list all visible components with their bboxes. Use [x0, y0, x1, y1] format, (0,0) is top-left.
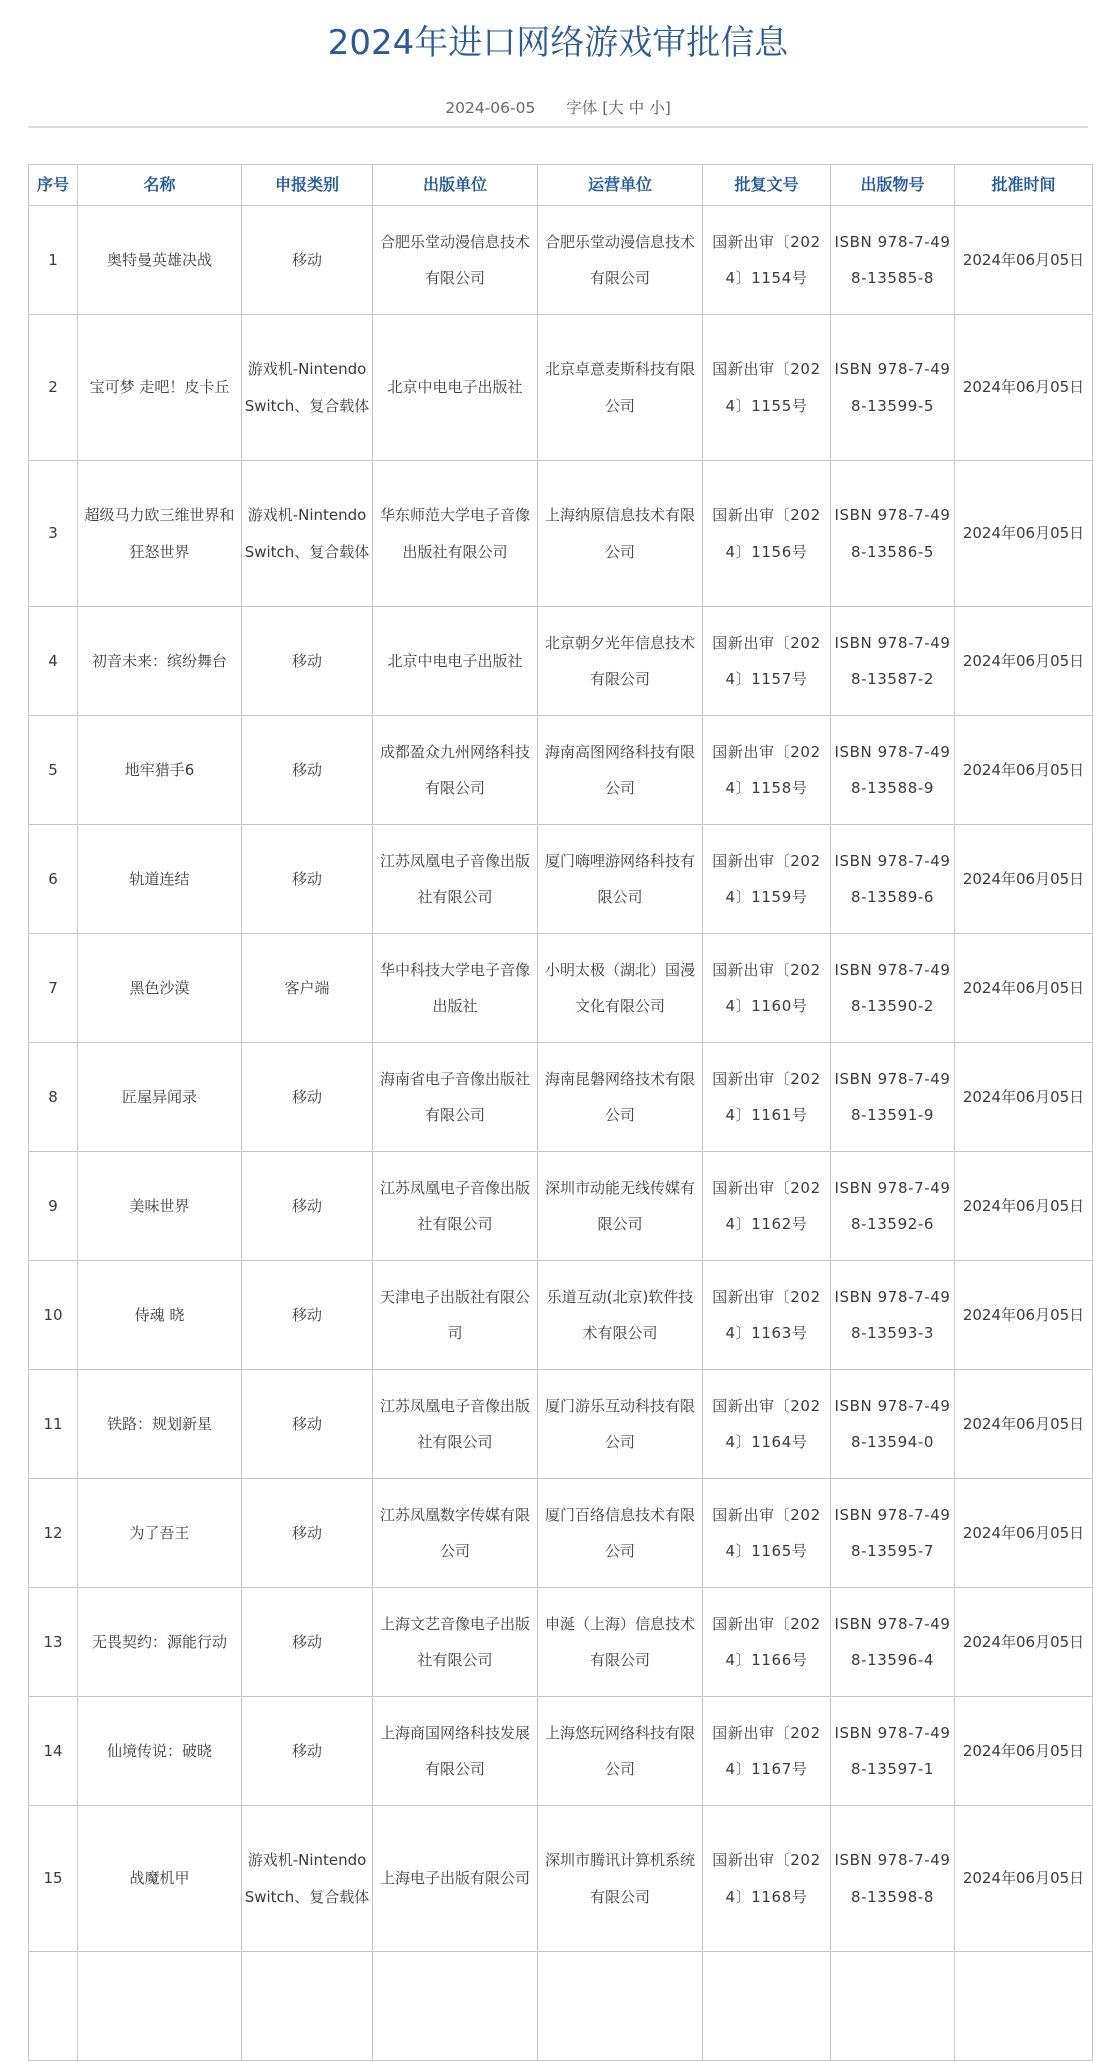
cell-category: 移动	[242, 607, 373, 716]
table-row	[29, 716, 1093, 825]
cell-operator: 厦门嗨哩游网络科技有限公司	[538, 825, 703, 934]
article-meta	[0, 96, 1116, 120]
cell-no: 5	[29, 716, 78, 825]
cell-operator: 深圳市动能无线传媒有限公司	[538, 1152, 703, 1261]
table-row	[29, 1697, 1093, 1806]
table-row	[29, 1588, 1093, 1697]
cell-approval-date: 2024年06月05日	[955, 461, 1093, 607]
table-row	[29, 1370, 1093, 1479]
cell-empty	[955, 1952, 1093, 2061]
cell-empty	[831, 1952, 955, 2061]
header-category: 申报类别	[242, 165, 373, 206]
cell-category: 移动	[242, 1043, 373, 1152]
cell-approval-no: 国新出审〔2024〕1158号	[703, 716, 831, 825]
cell-publisher: 上海文艺音像电子出版社有限公司	[373, 1588, 538, 1697]
table-row	[29, 461, 1093, 607]
cell-approval-no: 国新出审〔2024〕1155号	[703, 315, 831, 461]
cell-approval-date: 2024年06月05日	[955, 1588, 1093, 1697]
cell-publisher: 江苏凤凰电子音像出版社有限公司	[373, 1370, 538, 1479]
cell-approval-no: 国新出审〔2024〕1156号	[703, 461, 831, 607]
cell-approval-date: 2024年06月05日	[955, 1043, 1093, 1152]
cell-operator: 申涎（上海）信息技术有限公司	[538, 1588, 703, 1697]
cell-publisher: 上海电子出版有限公司	[373, 1806, 538, 1952]
cell-isbn: ISBN 978-7-498-13588-9	[831, 716, 955, 825]
cell-approval-no: 国新出审〔2024〕1167号	[703, 1697, 831, 1806]
cell-isbn: ISBN 978-7-498-13597-1	[831, 1697, 955, 1806]
cell-approval-date: 2024年06月05日	[955, 1697, 1093, 1806]
cell-name: 美味世界	[78, 1152, 242, 1261]
cell-empty	[78, 1952, 242, 2061]
table-row	[29, 1152, 1093, 1261]
page-title: 2024年进口网络游戏审批信息	[327, 23, 789, 63]
cell-isbn: ISBN 978-7-498-13589-6	[831, 825, 955, 934]
cell-approval-date: 2024年06月05日	[955, 1370, 1093, 1479]
table-header-row	[29, 165, 1093, 206]
cell-isbn: ISBN 978-7-498-13595-7	[831, 1479, 955, 1588]
cell-no: 6	[29, 825, 78, 934]
table-row	[29, 315, 1093, 461]
cell-name: 为了吾王	[78, 1479, 242, 1588]
cell-approval-date: 2024年06月05日	[955, 1479, 1093, 1588]
cell-operator: 厦门游乐互动科技有限公司	[538, 1370, 703, 1479]
cell-operator: 深圳市腾讯计算机系统有限公司	[538, 1806, 703, 1952]
cell-publisher: 天津电子出版社有限公司	[373, 1261, 538, 1370]
cell-isbn: ISBN 978-7-498-13593-3	[831, 1261, 955, 1370]
cell-name: 奥特曼英雄决战	[78, 206, 242, 315]
cell-operator: 乐道互动(北京)软件技术有限公司	[538, 1261, 703, 1370]
cell-approval-no: 国新出审〔2024〕1168号	[703, 1806, 831, 1952]
cell-publisher: 成都盈众九州网络科技有限公司	[373, 716, 538, 825]
cell-approval-date: 2024年06月05日	[955, 315, 1093, 461]
table-row	[29, 607, 1093, 716]
cell-no: 14	[29, 1697, 78, 1806]
cell-no: 11	[29, 1370, 78, 1479]
cell-category: 移动	[242, 1370, 373, 1479]
cell-isbn: ISBN 978-7-498-13590-2	[831, 934, 955, 1043]
font-size-bracket-open: [	[602, 99, 609, 117]
cell-name: 铁路：规划新星	[78, 1370, 242, 1479]
header-publisher: 出版单位	[373, 165, 538, 206]
cell-no: 3	[29, 461, 78, 607]
cell-approval-date: 2024年06月05日	[955, 825, 1093, 934]
font-size-large-button[interactable]: 大	[608, 99, 624, 117]
cell-isbn: ISBN 978-7-498-13598-8	[831, 1806, 955, 1952]
cell-no: 13	[29, 1588, 78, 1697]
cell-isbn: ISBN 978-7-498-13585-8	[831, 206, 955, 315]
cell-name: 黑色沙漠	[78, 934, 242, 1043]
cell-name: 战魔机甲	[78, 1806, 242, 1952]
cell-name: 匠屋异闻录	[78, 1043, 242, 1152]
cell-isbn: ISBN 978-7-498-13586-5	[831, 461, 955, 607]
cell-category: 移动	[242, 1152, 373, 1261]
cell-publisher: 江苏凤凰电子音像出版社有限公司	[373, 1152, 538, 1261]
cell-category: 移动	[242, 825, 373, 934]
cell-no: 4	[29, 607, 78, 716]
cell-no: 1	[29, 206, 78, 315]
cell-operator: 小明太极（湖北）国漫文化有限公司	[538, 934, 703, 1043]
cell-empty	[703, 1952, 831, 2061]
cell-publisher: 华东师范大学电子音像出版社有限公司	[373, 461, 538, 607]
cell-name: 超级马力欧三维世界和狂怒世界	[78, 461, 242, 607]
cell-empty	[242, 1952, 373, 2061]
cell-operator: 海南昆磐网络技术有限公司	[538, 1043, 703, 1152]
table-row	[29, 934, 1093, 1043]
table-row	[29, 1261, 1093, 1370]
header-no: 序号	[29, 165, 78, 206]
cell-isbn: ISBN 978-7-498-13599-5	[831, 315, 955, 461]
table-row	[29, 825, 1093, 934]
cell-category: 移动	[242, 1588, 373, 1697]
header-isbn: 出版物号	[831, 165, 955, 206]
cell-isbn: ISBN 978-7-498-13587-2	[831, 607, 955, 716]
table-row	[29, 206, 1093, 315]
cell-operator: 合肥乐堂动漫信息技术有限公司	[538, 206, 703, 315]
font-size-medium-button[interactable]: 中	[628, 99, 645, 117]
table-row	[29, 1043, 1093, 1152]
cell-no: 8	[29, 1043, 78, 1152]
cell-isbn: ISBN 978-7-498-13594-0	[831, 1370, 955, 1479]
header-operator: 运营单位	[538, 165, 703, 206]
cell-isbn: ISBN 978-7-498-13596-4	[831, 1588, 955, 1697]
table-row-partial	[29, 1952, 1093, 2061]
cell-approval-no: 国新出审〔2024〕1164号	[703, 1370, 831, 1479]
cell-name: 侍魂 晓	[78, 1261, 242, 1370]
cell-publisher: 合肥乐堂动漫信息技术有限公司	[373, 206, 538, 315]
cell-isbn: ISBN 978-7-498-13592-6	[831, 1152, 955, 1261]
cell-no: 10	[29, 1261, 78, 1370]
cell-operator: 海南高图网络科技有限公司	[538, 716, 703, 825]
cell-name: 轨道连结	[78, 825, 242, 934]
cell-no: 9	[29, 1152, 78, 1261]
cell-approval-date: 2024年06月05日	[955, 206, 1093, 315]
cell-isbn: ISBN 978-7-498-13591-9	[831, 1043, 955, 1152]
font-size-label: 字体	[566, 99, 598, 117]
cell-publisher: 北京中电电子出版社	[373, 315, 538, 461]
font-size-bracket-close: ]	[664, 99, 671, 117]
cell-category: 游戏机-Nintendo Switch、复合载体	[242, 461, 373, 607]
cell-approval-no: 国新出审〔2024〕1161号	[703, 1043, 831, 1152]
cell-publisher: 江苏凤凰电子音像出版社有限公司	[373, 825, 538, 934]
title-divider	[28, 126, 1088, 128]
cell-operator: 上海悠玩网络科技有限公司	[538, 1697, 703, 1806]
cell-category: 移动	[242, 1261, 373, 1370]
cell-approval-no: 国新出审〔2024〕1157号	[703, 607, 831, 716]
cell-approval-date: 2024年06月05日	[955, 934, 1093, 1043]
cell-name: 宝可梦 走吧！皮卡丘	[78, 315, 242, 461]
cell-no: 15	[29, 1806, 78, 1952]
header-approval-no: 批复文号	[703, 165, 831, 206]
cell-approval-no: 国新出审〔2024〕1160号	[703, 934, 831, 1043]
font-size-small-button[interactable]: 小	[649, 99, 665, 117]
cell-name: 仙境传说：破晓	[78, 1697, 242, 1806]
cell-category: 游戏机-Nintendo Switch、复合载体	[242, 315, 373, 461]
cell-publisher: 上海商国网络科技发展有限公司	[373, 1697, 538, 1806]
cell-operator: 厦门百络信息技术有限公司	[538, 1479, 703, 1588]
cell-approval-no: 国新出审〔2024〕1163号	[703, 1261, 831, 1370]
cell-approval-date: 2024年06月05日	[955, 607, 1093, 716]
cell-approval-date: 2024年06月05日	[955, 1806, 1093, 1952]
cell-category: 游戏机-Nintendo Switch、复合载体	[242, 1806, 373, 1952]
cell-name: 无畏契约：源能行动	[78, 1588, 242, 1697]
approval-table	[28, 164, 1093, 2061]
cell-approval-date: 2024年06月05日	[955, 1261, 1093, 1370]
cell-category: 移动	[242, 1479, 373, 1588]
cell-operator: 上海纳原信息技术有限公司	[538, 461, 703, 607]
cell-publisher: 海南省电子音像出版社有限公司	[373, 1043, 538, 1152]
cell-category: 移动	[242, 1697, 373, 1806]
cell-approval-date: 2024年06月05日	[955, 1152, 1093, 1261]
cell-category: 移动	[242, 206, 373, 315]
cell-name: 初音未来：缤纷舞台	[78, 607, 242, 716]
cell-approval-no: 国新出审〔2024〕1162号	[703, 1152, 831, 1261]
cell-no: 2	[29, 315, 78, 461]
cell-approval-no: 国新出审〔2024〕1166号	[703, 1588, 831, 1697]
cell-publisher: 江苏凤凰数字传媒有限公司	[373, 1479, 538, 1588]
cell-category: 客户端	[242, 934, 373, 1043]
cell-approval-no: 国新出审〔2024〕1165号	[703, 1479, 831, 1588]
cell-empty	[373, 1952, 538, 2061]
cell-operator: 北京卓意麦斯科技有限公司	[538, 315, 703, 461]
publish-date: 2024-06-05	[445, 99, 536, 117]
table-row	[29, 1806, 1093, 1952]
cell-empty	[29, 1952, 78, 2061]
cell-no: 12	[29, 1479, 78, 1588]
cell-approval-no: 国新出审〔2024〕1154号	[703, 206, 831, 315]
cell-operator: 北京朝夕光年信息技术有限公司	[538, 607, 703, 716]
cell-publisher: 华中科技大学电子音像出版社	[373, 934, 538, 1043]
header-name: 名称	[78, 165, 242, 206]
cell-publisher: 北京中电电子出版社	[373, 607, 538, 716]
cell-name: 地牢猎手6	[78, 716, 242, 825]
cell-approval-date: 2024年06月05日	[955, 716, 1093, 825]
cell-empty	[538, 1952, 703, 2061]
cell-no: 7	[29, 934, 78, 1043]
cell-approval-no: 国新出审〔2024〕1159号	[703, 825, 831, 934]
table-row	[29, 1479, 1093, 1588]
header-approval-date: 批准时间	[955, 165, 1093, 206]
cell-category: 移动	[242, 716, 373, 825]
